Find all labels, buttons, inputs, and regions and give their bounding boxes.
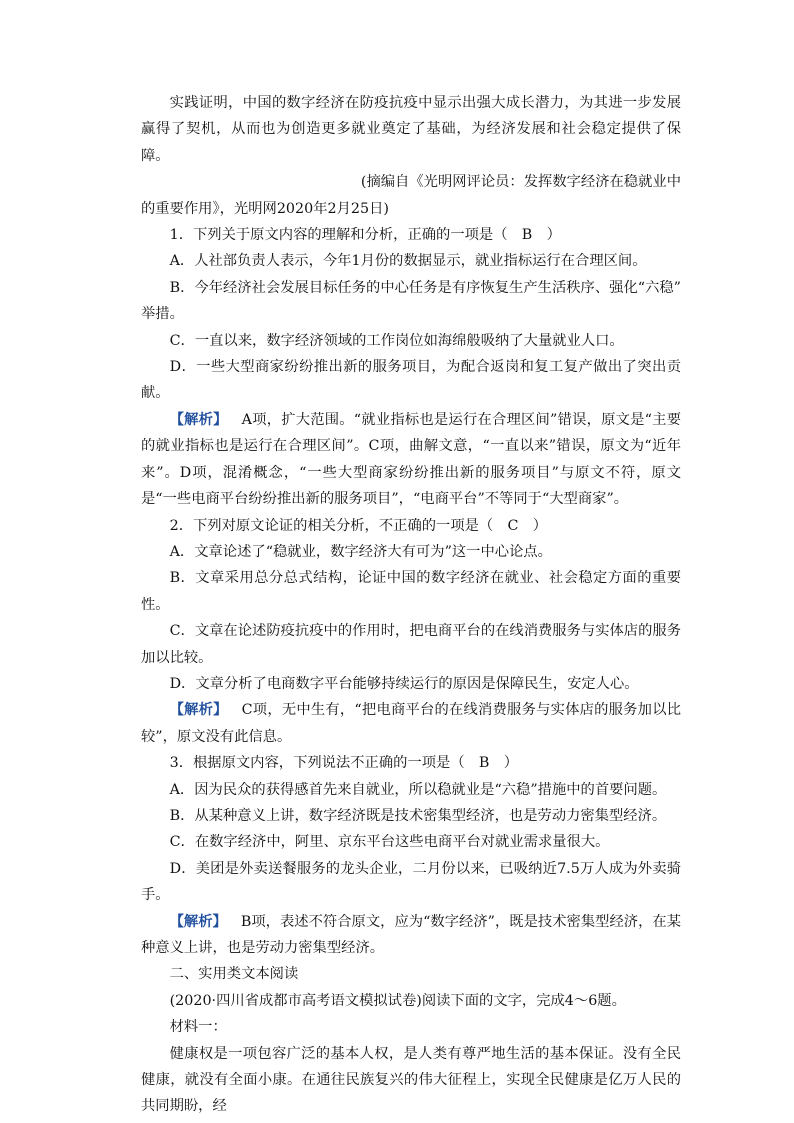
analysis-text: A项，扩大范围。“就业指标也是运行在合理区间”错误，原文是“主要的就业指标也是运行在合理区间”。C项，曲解文意，“一直以来”错误，原文为“近年来”。D项，混淆概念，“一些大型商家纷纷推出新的服务项目”与原文不符，原文是“一些电商平台纷纷推出新的服务项目”，“电商平台”不等同于“大型商家”。	[141, 411, 681, 508]
analysis-tag: 【解析】	[169, 411, 228, 428]
q1-option-a: A．人社部负责人表示，今年1月份的数据显示，就业指标运行在合理区间。	[169, 253, 647, 270]
document-page	[141, 90, 681, 1120]
q3-option-a: A．因为民众的获得感首先来自就业，所以稳就业是“六稳”措施中的首要问题。	[169, 781, 667, 798]
source-citation-cont: 的重要作用》，光明网2020年2月25日)	[141, 200, 389, 217]
q3-option-c: C．在数字经济中，阿里、京东平台这些电商平台对就业需求量很大。	[169, 834, 610, 851]
q1-analysis	[141, 407, 681, 513]
q2-option-a: A．文章论述了“稳就业，数字经济大有可为”这一中心论点。	[169, 543, 552, 560]
material-paragraph: 健康权是一项包容广泛的基本人权，是人类有尊严地生活的基本保证。没有全民健康，就没有全面小康。在通往民族复兴的伟大征程上，实现全民健康是亿万人民的共同期盼，经	[141, 1045, 681, 1115]
q3-option-b: B．从某种意义上讲，数字经济既是技术密集型经济，也是劳动力密集型经济。	[169, 807, 667, 824]
q2-option-b: B．文章采用总分总式结构，论证中国的数字经济在就业、社会稳定方面的重要性。	[141, 570, 681, 613]
q3-option-d: D．美团是外卖送餐服务的龙头企业，二月份以来，已吸纳近7.5万人成为外卖骑手。	[141, 860, 681, 904]
analysis-text: B项，表述不符合原文，应为“数字经济”，既是技术密集型经济，在某种意义上讲，也是劳动力密集型经济。	[141, 913, 682, 956]
paragraph-conclusion: 实践证明，中国的数字经济在防疫抗疫中显示出强大成长潜力，为其进一步发展赢得了契机，从而也为创造更多就业奠定了基础，为经济发展和社会稳定提供了保障。	[141, 95, 681, 164]
q2-option-d: D．文章分析了电商数字平台能够持续运行的原因是保障民生，安定人心。	[169, 675, 639, 692]
analysis-tag: 【解析】	[169, 702, 228, 719]
q1-option-d: D．一些大型商家纷纷推出新的服务项目，为配合返岗和复工复产做出了突出贡献。	[141, 359, 681, 402]
section-instruction: (2020·四川省成都市高考语文模拟试卷)阅读下面的文字，完成4～6题。	[169, 992, 626, 1009]
question-1: 1．下列关于原文内容的理解和分析，正确的一项是（ B ）	[169, 227, 561, 244]
material-label: 材料一：	[169, 1019, 227, 1036]
q1-option-c: C．一直以来，数字经济领域的工作岗位如海绵般吸纳了大量就业人口。	[169, 332, 624, 349]
q1-option-b: B．今年经济社会发展目标任务的中心任务是有序恢复生产生活秩序、强化“六稳” 举措。	[141, 279, 681, 323]
q3-analysis	[141, 909, 681, 962]
question-2: 2．下列对原文论证的相关分析，不正确的一项是（ C ）	[169, 517, 548, 534]
q2-option-c: C．文章在论述防疫抗疫中的作用时，把电商平台的在线消费服务与实体店的服务加以比较。	[141, 623, 681, 666]
section-heading: 二、实用类文本阅读	[169, 966, 299, 983]
analysis-tag: 【解析】	[169, 913, 227, 930]
source-citation: (摘编自《光明网评论员：发挥数字经济在稳就业中	[360, 174, 681, 191]
q2-analysis	[141, 697, 681, 750]
analysis-text: C项，无中生有，“把电商平台的在线消费服务与实体店的服务加以比较”，原文没有此信息。	[141, 702, 682, 745]
question-3: 3．根据原文内容，下列说法不正确的一项是（ B ）	[169, 755, 519, 772]
